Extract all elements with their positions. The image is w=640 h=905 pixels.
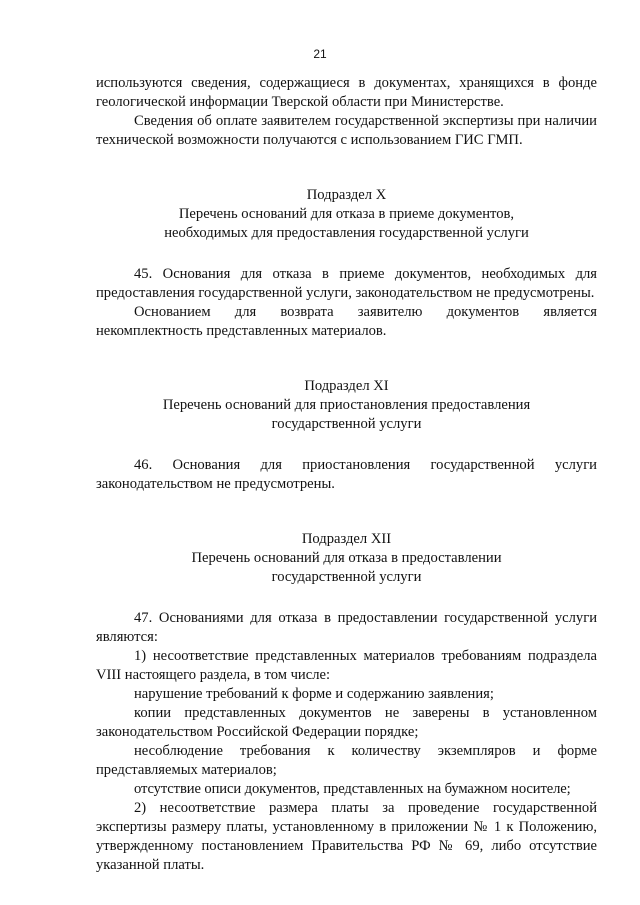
section-x-heading — [96, 186, 597, 243]
section-xi-title-line1: Перечень оснований для приостановления предоставления — [162, 397, 531, 413]
section-xi-title-line2: государственной услуги — [271, 416, 422, 432]
section-xii-title-line1: Перечень оснований для отказа в предоставлении — [191, 550, 502, 566]
section-x-title-line1: Перечень оснований для отказа в приеме документов, — [178, 206, 515, 222]
paragraph-47: 47. Основаниями для отказа в предоставлении государственной услуги являются: — [96, 610, 597, 645]
spacer — [96, 494, 597, 530]
spacer — [96, 434, 597, 456]
document-body — [96, 74, 597, 875]
section-x-title-line2: необходимых для предоставления государственной услуги — [164, 225, 529, 241]
spacer — [96, 150, 597, 186]
spacer — [96, 243, 597, 265]
paragraph-45-return: Основанием для возврата заявителю документов является некомплектность представленных материалов. — [96, 304, 597, 339]
page-number: 21 — [313, 47, 327, 61]
paragraph-continuation: используются сведения, содержащиеся в документах, хранящихся в фонде геологической информации Тверской области при Министерстве. — [96, 75, 597, 110]
list-item-1c: несоблюдение требования к количеству экземпляров и форме представляемых материалов; — [96, 743, 597, 778]
section-xi-heading — [96, 377, 597, 434]
paragraph-45: 45. Основания для отказа в приеме документов, необходимых для предоставления государственной услуги, законодательством не предусмотрены. — [96, 266, 597, 301]
section-xi-label: Подраздел XI — [304, 378, 389, 394]
list-item-1: 1) несоответствие представленных материалов требованиям подраздела VIII настоящего раздела, в том числе: — [96, 648, 597, 683]
spacer — [96, 341, 597, 377]
section-xii-title-line2: государственной услуги — [271, 569, 422, 585]
paragraph-payment-info: Сведения об оплате заявителем государственной экспертизы при наличии технической возможности получаются с использованием ГИС ГМП. — [96, 113, 597, 148]
list-item-1a: нарушение требований к форме и содержанию заявления; — [134, 686, 494, 702]
list-item-1d: отсутствие описи документов, представленных на бумажном носителе; — [134, 781, 571, 797]
section-xii-heading — [96, 530, 597, 587]
list-item-2: 2) несоответствие размера платы за проведение государственной экспертизы размеру платы, установленному в приложении № 1 к Положению, утвержденному постановлением Правительства РФ № 69, либо отсутствие указанной платы. — [96, 800, 597, 873]
paragraph-46: 46. Основания для приостановления государственной услуги законодательством не предусмотрены. — [96, 457, 597, 492]
section-xii-label: Подраздел XII — [301, 531, 392, 547]
list-item-1b: копии представленных документов не заверены в установленном законодательством Российской Федерации порядке; — [96, 705, 597, 740]
spacer — [96, 587, 597, 609]
section-x-label: Подраздел X — [306, 187, 387, 203]
